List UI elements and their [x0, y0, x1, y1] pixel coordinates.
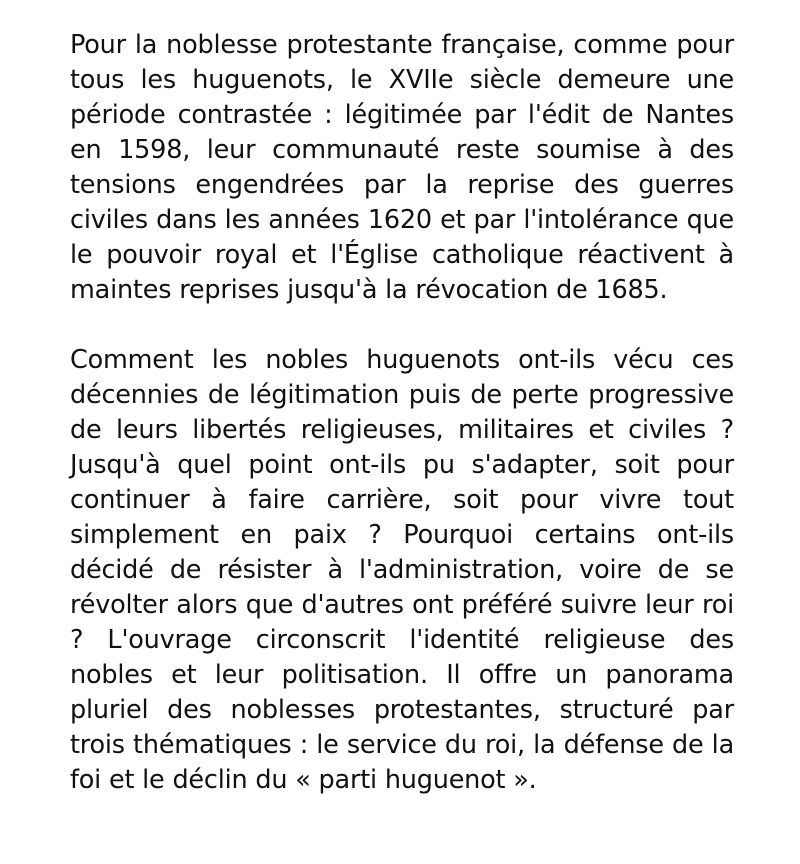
paragraph-intro: Pour la noblesse protestante française, comme pour tous les huguenots, le XVIIe siècle demeure une période contrastée : légitimée par l'édit de Nantes en 1598, leur communauté reste soumise à des tensions engendrées par la reprise des guerres civiles dans les années 1620 et par l'intolérance que le pouvoir royal et l'Église catholique réactivent à maintes reprises jusqu'à la révocation de 1685. [70, 30, 734, 305]
document-body [70, 28, 734, 798]
paragraph-questions: Comment les nobles huguenots ont-ils vécu ces décennies de légitimation puis de perte progressive de leurs libertés religieuses, militaires et civiles ? Jusqu'à quel point ont-ils pu s'adapter, soit pour continuer à faire carrière, soit pour vivre tout simplement en paix ? Pourquoi certains ont-ils décidé de résister à l'administration, voire de se révolter alors que d'autres ont préféré suivre leur roi ? L'ouvrage circonscrit l'identité religieuse des nobles et leur politisation. Il offre un panorama pluriel des noblesses protestantes, structuré par trois thématiques : le service du roi, la défense de la foi et le déclin du « parti huguenot ». [70, 345, 734, 795]
